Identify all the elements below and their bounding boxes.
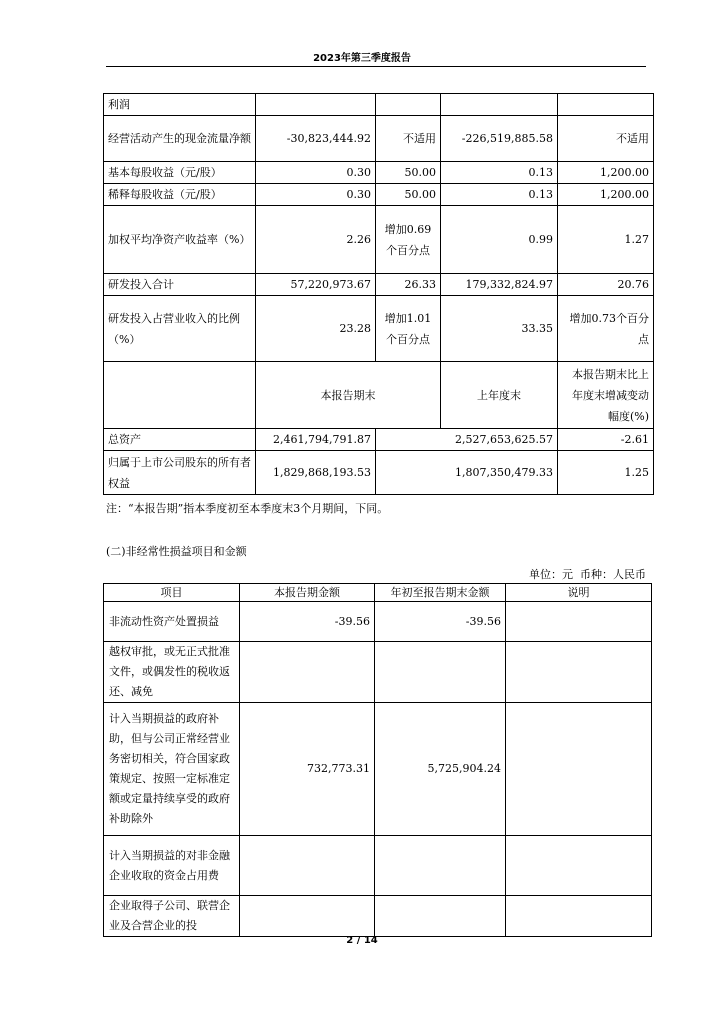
cell: -226,519,885.58	[441, 116, 558, 162]
column-header-period-end: 本报告期末	[256, 362, 441, 429]
table-row	[104, 836, 652, 896]
cell	[506, 602, 652, 642]
row-label: 稀释每股收益（元/股）	[104, 184, 256, 206]
row-label: 总资产	[104, 429, 256, 451]
cell: 20.76	[558, 274, 654, 296]
cell	[240, 896, 375, 937]
cell	[240, 836, 375, 896]
table-row	[104, 703, 652, 836]
report-header-title: 2023年第三季度报告	[313, 53, 411, 64]
cell: 33.35	[441, 296, 558, 362]
column-header-change: 本报告期末比上年度末增减变动幅度(%)	[558, 362, 654, 429]
row-label: 经营活动产生的现金流量净额	[104, 116, 256, 162]
cell: 57,220,973.67	[256, 274, 376, 296]
cell: 增加1.01个百分点	[376, 296, 441, 362]
cell: 732,773.31	[240, 703, 375, 836]
cell	[506, 896, 652, 937]
table-footnote: 注：“本报告期”指本季度初至本季度末3个月期间，下同。	[106, 502, 389, 515]
row-label: 利润	[104, 94, 256, 116]
cell	[375, 642, 506, 703]
column-header-note: 说明	[506, 584, 652, 602]
table-row	[104, 451, 654, 495]
cell: 增加0.73个百分点	[558, 296, 654, 362]
table-row	[104, 94, 654, 116]
column-header-ytd: 年初至报告期末金额	[375, 584, 506, 602]
cell: 增加0.69个百分点	[376, 206, 441, 274]
cell: 1,200.00	[558, 184, 654, 206]
cell	[240, 642, 375, 703]
cell: 5,725,904.24	[375, 703, 506, 836]
item-cell: 计入当期损益的政府补助，但与公司正常经营业务密切相关，符合国家政策规定、按照一定标准定额或定量持续享受的政府补助除外	[104, 703, 240, 836]
table-subheader-row	[104, 362, 654, 429]
cell	[375, 836, 506, 896]
cell	[441, 94, 558, 116]
cell: -2.61	[558, 429, 654, 451]
cell	[256, 94, 376, 116]
cell: 0.30	[256, 162, 376, 184]
table-row	[104, 642, 652, 703]
row-label: 研发投入占营业收入的比例（%）	[104, 296, 256, 362]
cell: -39.56	[375, 602, 506, 642]
cell: 不适用	[558, 116, 654, 162]
cell	[506, 703, 652, 836]
section-title: (二)非经常性损益项目和金额	[106, 545, 247, 558]
cell: 2,527,653,625.57	[376, 429, 558, 451]
cell: 2.26	[256, 206, 376, 274]
cell: 2,461,794,791.87	[256, 429, 376, 451]
table-row	[104, 296, 654, 362]
table-row	[104, 602, 652, 642]
item-cell: 计入当期损益的对非金融企业收取的资金占用费	[104, 836, 240, 896]
column-header-prior-year-end: 上年度末	[441, 362, 558, 429]
unit-currency-label: 单位：元 币种：人民币	[529, 568, 646, 581]
row-label	[104, 362, 256, 429]
financial-indicators-table	[103, 93, 654, 495]
cell: 1,200.00	[558, 162, 654, 184]
table-row	[104, 429, 654, 451]
cell: 1.27	[558, 206, 654, 274]
cell: 0.30	[256, 184, 376, 206]
cell: -30,823,444.92	[256, 116, 376, 162]
cell	[506, 642, 652, 703]
cell: 23.28	[256, 296, 376, 362]
cell	[376, 94, 441, 116]
row-label: 研发投入合计	[104, 274, 256, 296]
cell: 0.13	[441, 162, 558, 184]
cell: 50.00	[376, 184, 441, 206]
row-label: 基本每股收益（元/股）	[104, 162, 256, 184]
header-divider	[106, 66, 646, 67]
table-row	[104, 184, 654, 206]
cell: 不适用	[376, 116, 441, 162]
cell: 1,829,868,193.53	[256, 451, 376, 495]
table-header-row	[104, 584, 652, 602]
item-cell: 企业取得子公司、联营企业及合营企业的投	[104, 896, 240, 937]
column-header-current: 本报告期金额	[240, 584, 375, 602]
cell: 1,807,350,479.33	[376, 451, 558, 495]
cell	[375, 896, 506, 937]
cell: 26.33	[376, 274, 441, 296]
cell	[558, 94, 654, 116]
cell: 0.13	[441, 184, 558, 206]
table-row	[104, 116, 654, 162]
cell: 0.99	[441, 206, 558, 274]
table-row	[104, 206, 654, 274]
cell: 179,332,824.97	[441, 274, 558, 296]
cell	[506, 836, 652, 896]
column-header-item: 项目	[104, 584, 240, 602]
cell: -39.56	[240, 602, 375, 642]
cell: 50.00	[376, 162, 441, 184]
row-label: 加权平均净资产收益率（%）	[104, 206, 256, 274]
cell: 1.25	[558, 451, 654, 495]
page-number: 2 / 14	[346, 935, 378, 946]
non-recurring-gains-table	[103, 583, 652, 937]
item-cell: 非流动性资产处置损益	[104, 602, 240, 642]
table-row	[104, 896, 652, 937]
table-row	[104, 274, 654, 296]
item-cell: 越权审批，或无正式批准文件，或偶发性的税收返还、减免	[104, 642, 240, 703]
table-row	[104, 162, 654, 184]
row-label: 归属于上市公司股东的所有者权益	[104, 451, 256, 495]
